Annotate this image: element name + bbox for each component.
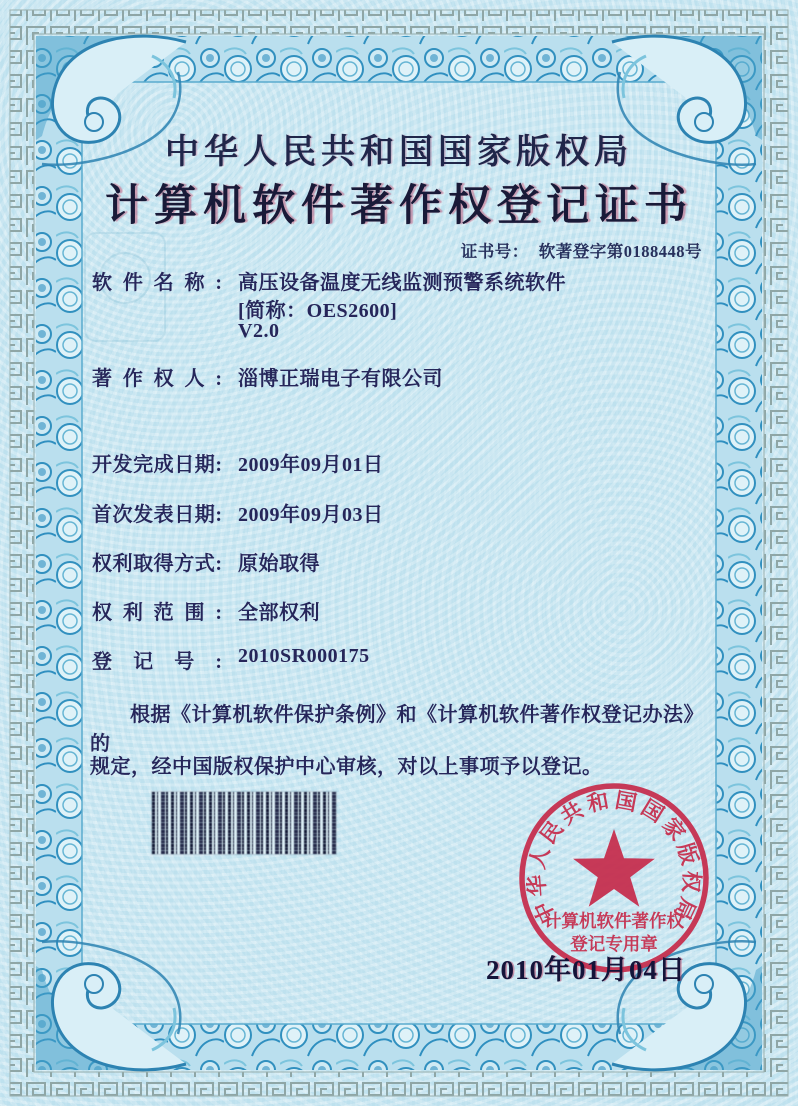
field-label: 开发完成日期: xyxy=(92,454,222,476)
field-row-rights-scope xyxy=(0,596,798,626)
seal-ring-text: 中华人民共和国国家版权局 xyxy=(524,788,704,928)
field-label: 权利取得方式: xyxy=(92,553,222,575)
seal-text-line1: 计算机软件著作权 xyxy=(544,911,684,931)
field-value: 原始取得 xyxy=(238,553,320,575)
barcode xyxy=(152,792,336,854)
field-value: V2.0 xyxy=(238,320,280,342)
field-value: 2009年09月01日 xyxy=(238,454,384,476)
body-paragraph-line2: 规定，经中国版权保护中心审核，对以上事项予以登记。 xyxy=(90,756,603,778)
field-label: 著作权人: xyxy=(92,368,222,390)
issuing-authority: 中华人民共和国国家版权局 xyxy=(165,134,633,171)
field-label: 登记号: xyxy=(92,651,222,673)
page-title: 计算机软件著作权登记证书 xyxy=(105,183,693,230)
field-row-software-name xyxy=(0,266,798,296)
field-row-acquisition-method xyxy=(0,547,798,577)
field-value: 高压设备温度无线监测预警系统软件 xyxy=(238,272,566,294)
field-row-first-publish-date xyxy=(0,498,798,528)
field-value: [简称：OES2600] xyxy=(238,300,398,322)
body-paragraph-line1: 根据《计算机软件保护条例》和《计算机软件著作权登记办法》的 xyxy=(90,704,704,755)
certificate-number-line xyxy=(461,238,702,262)
certificate-number-value: 软著登字第0188448号 xyxy=(538,242,702,261)
field-row-version xyxy=(0,320,798,350)
field-row-copyright-owner xyxy=(0,362,798,392)
field-row-dev-complete-date xyxy=(0,448,798,478)
field-value: 2009年09月03日 xyxy=(238,504,384,526)
certificate-number-label: 证书号： xyxy=(460,242,529,261)
seal-star-icon xyxy=(573,829,655,907)
field-value: 淄博正瑞电子有限公司 xyxy=(238,368,443,390)
field-row-registration-number xyxy=(0,645,798,675)
field-label: 首次发表日期: xyxy=(92,504,222,526)
field-value: 2010SR000175 xyxy=(238,645,370,667)
issue-date: 2010年01月04日 xyxy=(486,955,686,985)
seal-text-line2: 登记专用章 xyxy=(570,934,658,954)
field-label: 软件名称: xyxy=(92,272,222,294)
field-value: 全部权利 xyxy=(238,602,320,624)
field-label: 权利范围: xyxy=(92,602,222,624)
